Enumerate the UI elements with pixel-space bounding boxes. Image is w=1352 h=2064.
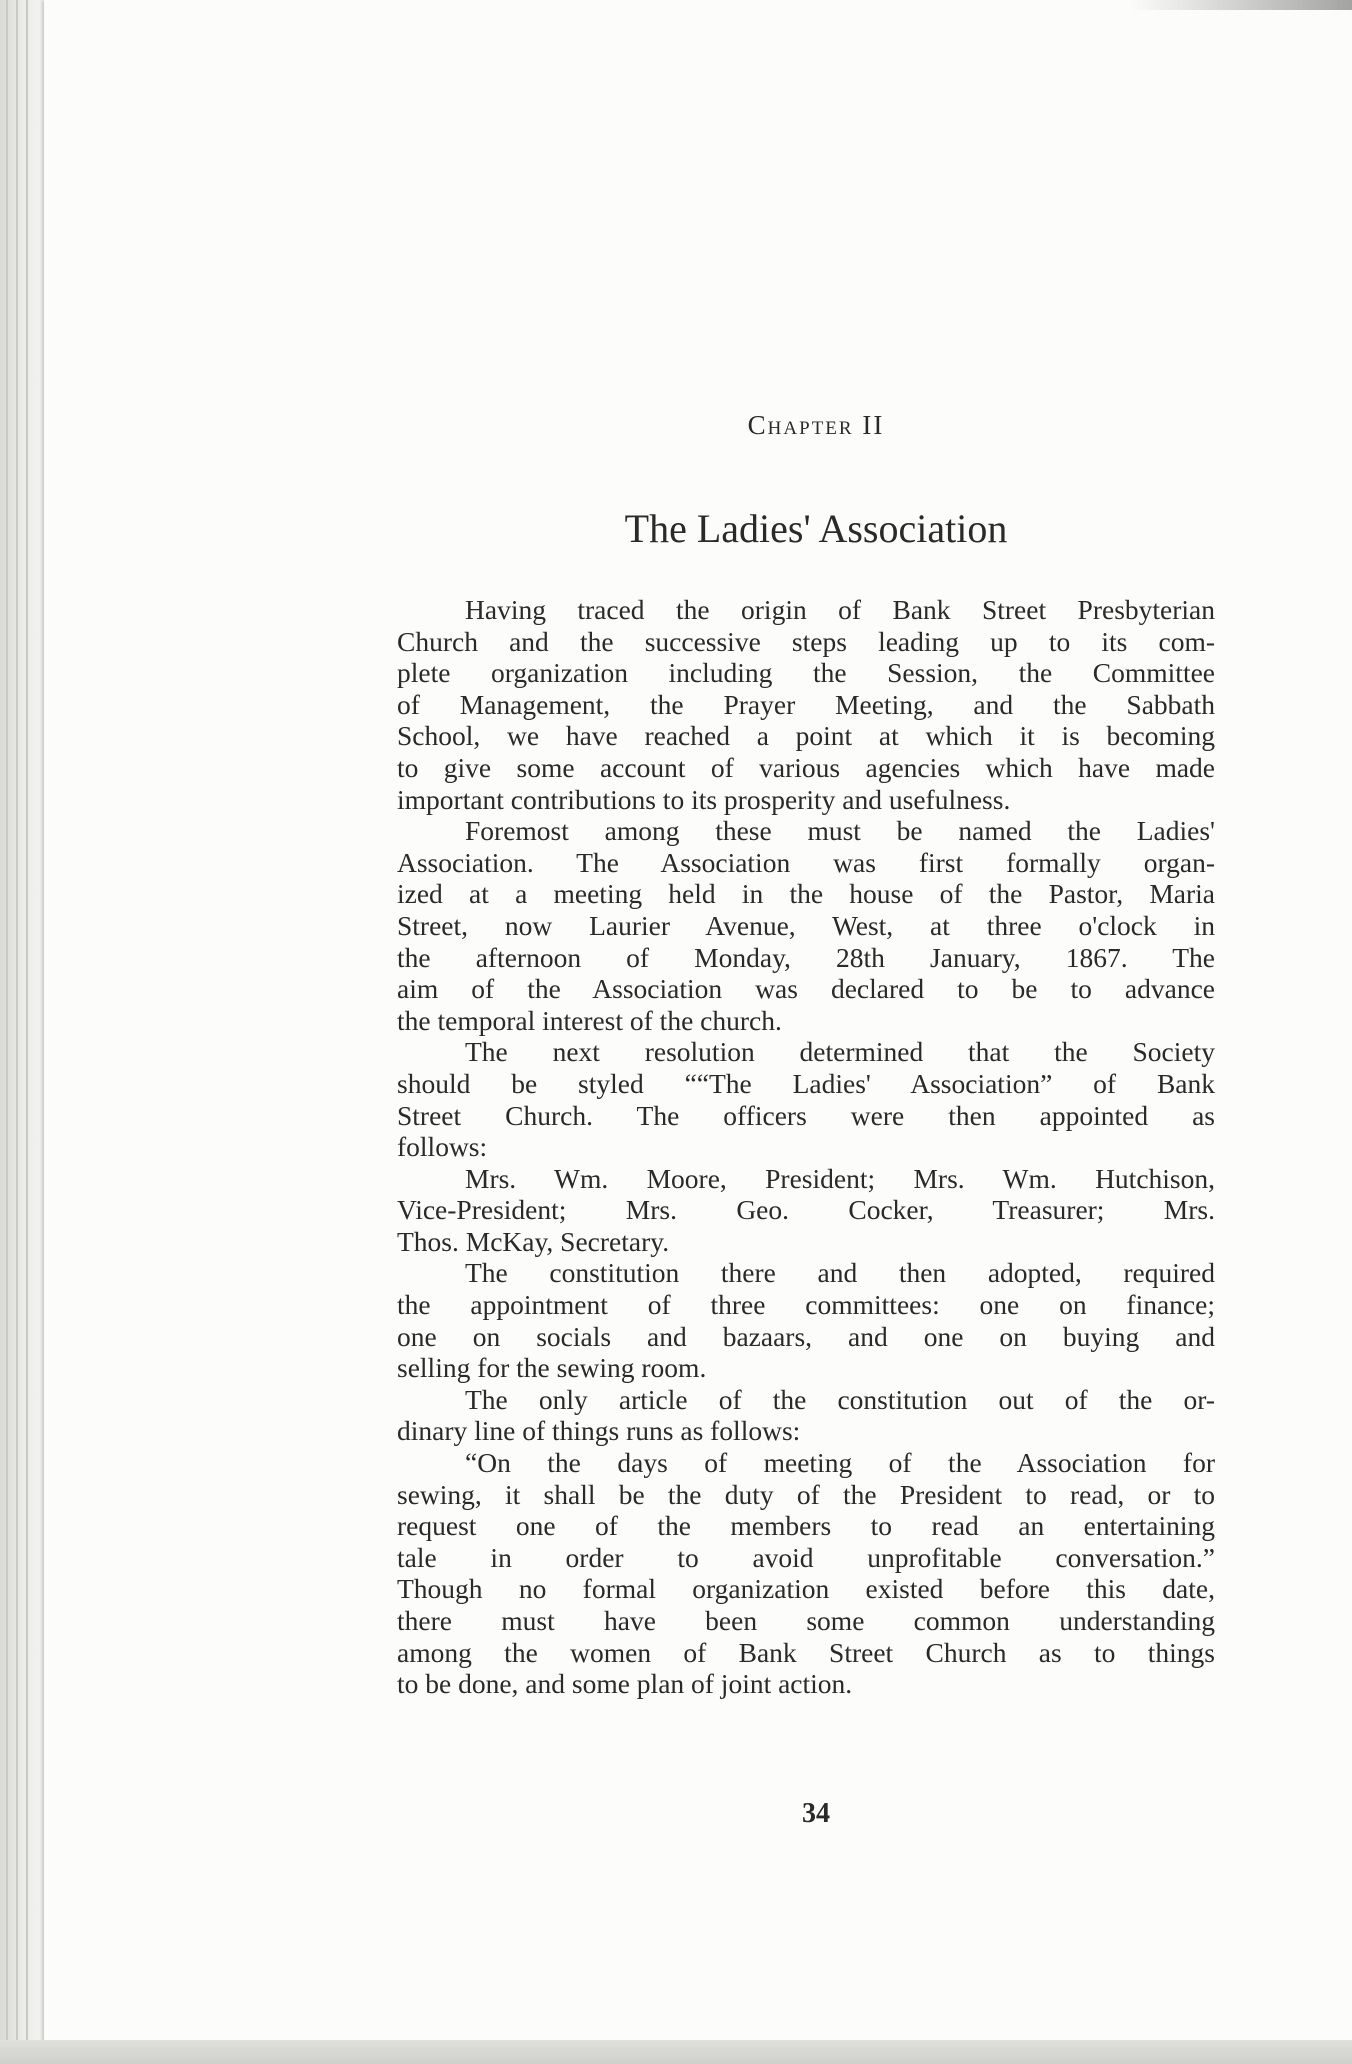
text-line: aim of the Association was declared to be to advance: [397, 973, 1215, 1005]
text-line: the afternoon of Monday, 28th January, 1867. The: [397, 941, 1215, 973]
text-line: Association. The Association was first formally organ-: [397, 846, 1215, 878]
text-line: follows:: [397, 1131, 488, 1163]
text-line: Though no formal organization existed before this date,: [397, 1573, 1215, 1605]
text-line: The constitution there and then adopted, required: [465, 1257, 1215, 1289]
page-edge-line: [16, 0, 18, 2064]
text-line: The only article of the constitution out of the or-: [465, 1383, 1215, 1415]
text-line: the temporal interest of the church.: [397, 1004, 782, 1036]
scan-bottom-edge: [0, 2040, 1352, 2064]
text-line: request one of the members to read an entertaining: [397, 1510, 1215, 1542]
text-line: the appointment of three committees: one on finance;: [397, 1289, 1215, 1321]
text-line: important contributions to its prosperity and usefulness.: [397, 783, 1011, 815]
paragraph: [397, 1036, 1215, 1162]
paragraph: [397, 815, 1215, 1036]
text-line: dinary line of things runs as follows:: [397, 1415, 801, 1447]
text-line: tale in order to avoid unprofitable conversation.”: [397, 1541, 1215, 1573]
text-line: Thos. McKay, Secretary.: [397, 1225, 670, 1257]
text-line: Having traced the origin of Bank Street Presbyterian: [465, 594, 1215, 625]
text-line: to give some account of various agencies which have made: [397, 751, 1215, 783]
paragraph: [397, 1163, 1215, 1258]
page-edge-line: [26, 0, 28, 2064]
book-gutter: [0, 0, 44, 2064]
chapter-title: The Ladies' Association: [624, 506, 1008, 551]
paragraph: [397, 1257, 1215, 1383]
text-line: of Management, the Prayer Meeting, and the Sabbath: [397, 688, 1215, 720]
paragraph: [397, 594, 1215, 815]
text-line: Mrs. Wm. Moore, President; Mrs. Wm. Hutchison,: [465, 1162, 1215, 1194]
text-line: Foremost among these must be named the Ladies': [465, 815, 1215, 847]
text-line: Church and the successive steps leading up to its com-: [397, 625, 1215, 657]
text-line: Street Church. The officers were then appointed as: [397, 1099, 1215, 1131]
text-line: among the women of Bank Street Church as to things: [397, 1636, 1215, 1668]
text-line: “On the days of meeting of the Association for: [465, 1447, 1215, 1479]
page-corner-shadow: [1130, 0, 1352, 10]
text-line: to be done, and some plan of joint action.: [397, 1668, 853, 1700]
text-line: should be styled ““The Ladies' Association” of Bank: [397, 1067, 1215, 1099]
paragraph: [397, 1384, 1215, 1447]
text-line: ized at a meeting held in the house of the Pastor, Maria: [397, 878, 1215, 910]
page-number: 34: [802, 1798, 830, 1829]
text-line: Vice-President; Mrs. Geo. Cocker, Treasurer; Mrs.: [397, 1194, 1215, 1226]
text-line: one on socials and bazaars, and one on buying and: [397, 1320, 1215, 1352]
page-edge-line: [6, 0, 8, 2064]
body-text: [397, 594, 1215, 1700]
text-line: sewing, it shall be the duty of the President to read, or to: [397, 1478, 1215, 1510]
text-line: The next resolution determined that the Society: [465, 1036, 1215, 1068]
paragraph: [397, 1447, 1215, 1700]
text-line: School, we have reached a point at which it is becoming: [397, 720, 1215, 752]
text-line: there must have been some common understanding: [397, 1605, 1215, 1636]
text-line: Street, now Laurier Avenue, West, at three o'clock in: [397, 909, 1215, 941]
text-line: selling for the sewing room.: [397, 1352, 707, 1384]
text-line: plete organization including the Session, the Committee: [397, 657, 1215, 689]
chapter-heading: Chapter II: [747, 410, 885, 440]
